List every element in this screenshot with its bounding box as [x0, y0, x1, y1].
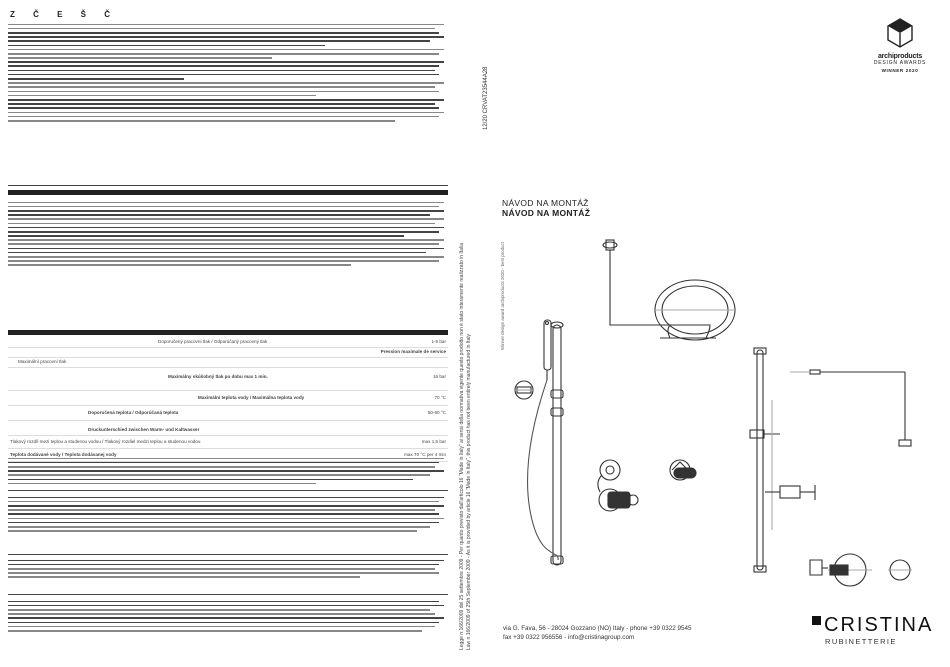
slide-bar-profile-drawing — [750, 348, 780, 572]
date-code: 12/20 CRVAT23544A28 — [483, 66, 489, 130]
technical-data-table — [8, 338, 448, 462]
table-row: Tlakový rozdíl mezi teplou a studenou vodou / Tlakový rozdiel medzi teplou a studenou vodou max 1,5 bar — [8, 436, 448, 449]
product-technical-drawings — [510, 230, 930, 600]
escutcheon-drawing — [828, 554, 912, 586]
award-logo: archiproducts — [877, 53, 923, 60]
table-row: Druckunterschied zwischen Warm- und Kaltwasser — [8, 421, 448, 436]
table-row: Doporučená teplota / Odporúčaná teplota 50-60 °C — [8, 406, 448, 421]
wall-elbow-drawing — [514, 381, 534, 399]
warning-notes — [8, 557, 448, 581]
award-winner: WINNER 2020 — [881, 68, 919, 73]
title-cz: NÁVOD NA MONTÁŽ — [502, 198, 589, 208]
legal-notice-vertical: Legge n.166/2009 del 25 settembre 2009 - Per quanto previsto dall'articolo 16 "Made in Italy" ai sensi della normativa vigente questo prodotto non è stato interamente realizzato in Italia Law n.166/2009 of 25th September 2009 - As it is provided by article 16 "Made in Italy", this product has not been entirely manufactured in Italy — [459, 243, 472, 650]
title-sk: NÁVOD NA MONTÁŽ — [502, 208, 591, 218]
award-cube-icon — [887, 18, 913, 48]
table-row: Doporučený pracovní tlak / Odporúčaný pracovný tlak 1-5 bar — [8, 338, 448, 348]
language-header: Z Č E Š Č — [10, 10, 119, 19]
slide-bar-drawing — [528, 320, 563, 565]
diverter-drawing — [670, 460, 696, 480]
qualification-notes — [8, 494, 448, 534]
warranty-text — [8, 199, 448, 269]
brand-logo: CRISTINA RUBINETTERIE — [812, 614, 942, 646]
table-row: Pression maximale de service — [8, 348, 448, 358]
cleaning-instructions — [8, 21, 448, 124]
company-address: via G. Fava, 56 - 28024 Gozzano (NO) Italy - phone +39 0322 9545 fax +39 0322 956556 - info@cristinagroup.com — [503, 625, 692, 641]
text-columns — [8, 8, 448, 660]
award-note-vertical: Winner design award archiproducts 2020 - best product — [500, 242, 505, 350]
mixer-drawing — [598, 460, 638, 511]
remarks — [8, 598, 448, 634]
installation-notes — [8, 455, 448, 487]
brand-square-icon — [812, 616, 821, 625]
valve-drawing — [810, 560, 828, 575]
shower-head-disk-drawing — [655, 280, 735, 340]
award-subtitle: DESIGN AWARDS — [873, 60, 927, 66]
table-row: Maximální teplota vody / Maximálna teplota vody 70 °C — [8, 391, 448, 406]
design-award-badge — [870, 18, 930, 103]
table-row: Teplota dodávané vody / Teplota dodávanej vody max 70 °C per 4 min — [8, 449, 448, 462]
table-row: Maximální pracovní tlak — [8, 358, 448, 368]
shower-arm-profile-drawing — [790, 370, 911, 446]
table-row: Maximálny skúšobný tlak po dobu max 1 min. 16 bar — [8, 368, 448, 391]
